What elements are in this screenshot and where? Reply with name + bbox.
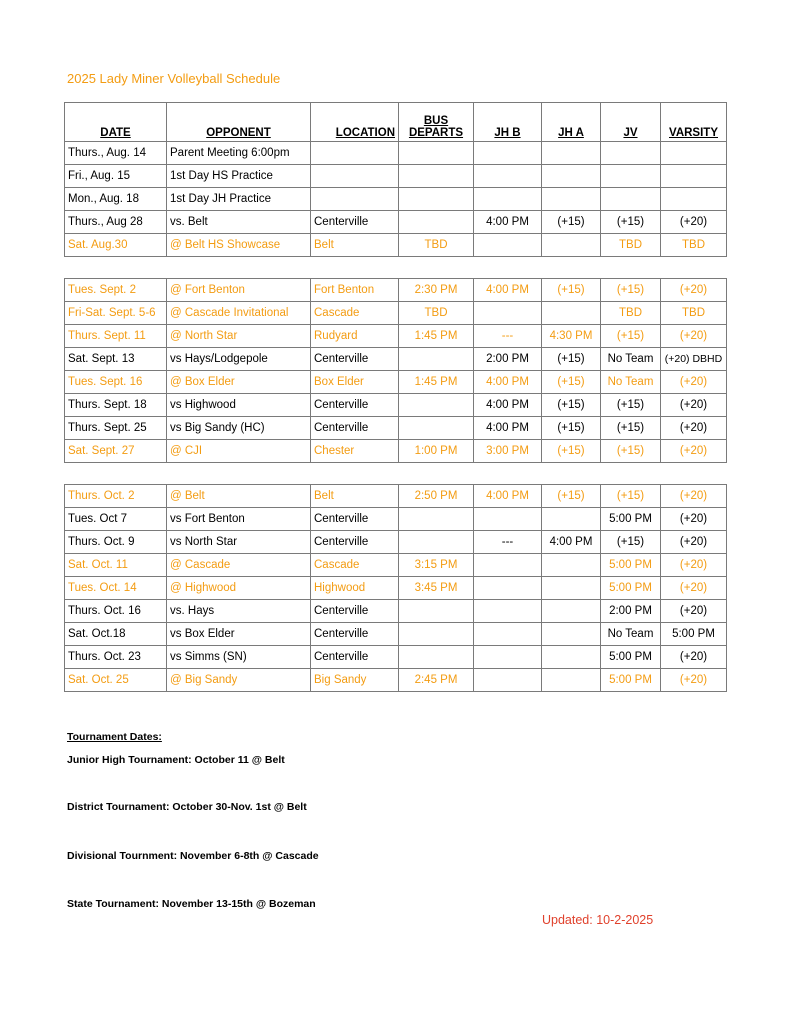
cell-jha	[542, 302, 601, 325]
cell-bus	[399, 348, 474, 371]
cell-bus: 2:30 PM	[399, 279, 474, 302]
cell-jha	[542, 554, 601, 577]
cell-varsity: 5:00 PM	[661, 623, 727, 646]
cell-jv: 5:00 PM	[601, 646, 661, 669]
cell-varsity: (+20)	[661, 669, 727, 692]
header-jha: JH A	[542, 103, 601, 142]
cell-jhb	[474, 554, 542, 577]
cell-location: Centerville	[311, 211, 399, 234]
table-row	[65, 142, 727, 165]
cell-opponent: Parent Meeting 6:00pm	[167, 142, 311, 165]
cell-varsity: (+20)	[661, 485, 727, 508]
cell-opponent: @ Belt HS Showcase	[167, 234, 311, 257]
tournament-district: District Tournament: October 30-Nov. 1st @ Belt	[67, 801, 307, 813]
cell-varsity: (+20)	[661, 417, 727, 440]
header-date: DATE	[65, 103, 167, 142]
cell-location: Belt	[311, 234, 399, 257]
cell-varsity: (+20)	[661, 531, 727, 554]
cell-jha	[542, 188, 601, 211]
cell-jhb: ---	[474, 531, 542, 554]
cell-jha: (+15)	[542, 371, 601, 394]
cell-bus	[399, 508, 474, 531]
cell-jhb: 4:00 PM	[474, 279, 542, 302]
cell-location: Centerville	[311, 348, 399, 371]
table-row	[65, 325, 727, 348]
cell-date: Tues. Oct 7	[65, 508, 167, 531]
cell-jv: No Team	[601, 623, 661, 646]
cell-bus: 1:45 PM	[399, 325, 474, 348]
table-row	[65, 165, 727, 188]
cell-opponent: vs. Belt	[167, 211, 311, 234]
cell-date: Thurs., Aug. 14	[65, 142, 167, 165]
cell-varsity	[661, 188, 727, 211]
cell-varsity	[661, 142, 727, 165]
cell-jhb	[474, 142, 542, 165]
table-row	[65, 417, 727, 440]
cell-date: Sat. Sept. 27	[65, 440, 167, 463]
cell-date: Thurs., Aug 28	[65, 211, 167, 234]
cell-bus	[399, 165, 474, 188]
cell-date: Mon., Aug. 18	[65, 188, 167, 211]
cell-location: Rudyard	[311, 325, 399, 348]
cell-jha	[542, 142, 601, 165]
cell-jhb	[474, 302, 542, 325]
table-row	[65, 211, 727, 234]
cell-bus	[399, 646, 474, 669]
cell-bus: 1:00 PM	[399, 440, 474, 463]
tournament-divisional: Divisional Tournment: November 6-8th @ Cascade	[67, 850, 319, 862]
cell-opponent: @ Highwood	[167, 577, 311, 600]
cell-location	[311, 165, 399, 188]
table-row	[65, 669, 727, 692]
table-row	[65, 508, 727, 531]
cell-date: Thurs. Sept. 11	[65, 325, 167, 348]
cell-location: Chester	[311, 440, 399, 463]
cell-jv: 5:00 PM	[601, 669, 661, 692]
cell-jha: 4:00 PM	[542, 531, 601, 554]
cell-jhb	[474, 165, 542, 188]
table-row	[65, 440, 727, 463]
cell-jhb	[474, 188, 542, 211]
cell-date: Tues. Oct. 14	[65, 577, 167, 600]
cell-jv: (+15)	[601, 211, 661, 234]
cell-opponent: @ CJI	[167, 440, 311, 463]
table-row	[65, 600, 727, 623]
cell-jha: (+15)	[542, 417, 601, 440]
cell-date: Thurs. Oct. 9	[65, 531, 167, 554]
cell-varsity: TBD	[661, 302, 727, 325]
cell-bus	[399, 600, 474, 623]
cell-jha	[542, 234, 601, 257]
table-row	[65, 302, 727, 325]
table-row	[65, 485, 727, 508]
cell-date: Sat. Oct. 25	[65, 669, 167, 692]
cell-location: Cascade	[311, 554, 399, 577]
cell-jv: 5:00 PM	[601, 577, 661, 600]
header-jhb: JH B	[474, 103, 542, 142]
cell-opponent: @ Box Elder	[167, 371, 311, 394]
cell-opponent: @ Belt	[167, 485, 311, 508]
cell-jv: 5:00 PM	[601, 554, 661, 577]
cell-jha	[542, 600, 601, 623]
cell-varsity: (+20)	[661, 508, 727, 531]
cell-jha: 4:30 PM	[542, 325, 601, 348]
cell-jhb: ---	[474, 325, 542, 348]
cell-jha	[542, 165, 601, 188]
cell-opponent: 1st Day JH Practice	[167, 188, 311, 211]
table-row	[65, 623, 727, 646]
cell-date: Sat. Aug.30	[65, 234, 167, 257]
cell-date: Tues. Sept. 2	[65, 279, 167, 302]
cell-opponent: vs Highwood	[167, 394, 311, 417]
cell-opponent: vs Simms (SN)	[167, 646, 311, 669]
cell-varsity	[661, 165, 727, 188]
cell-jhb	[474, 646, 542, 669]
cell-bus: 2:50 PM	[399, 485, 474, 508]
cell-jha	[542, 577, 601, 600]
table-row	[65, 394, 727, 417]
table-row	[65, 371, 727, 394]
cell-jhb	[474, 577, 542, 600]
cell-jhb: 2:00 PM	[474, 348, 542, 371]
cell-opponent: vs North Star	[167, 531, 311, 554]
cell-bus: TBD	[399, 234, 474, 257]
cell-varsity: (+20)	[661, 211, 727, 234]
cell-bus	[399, 142, 474, 165]
tournament-state: State Tournament: November 13-15th @ Bozeman	[67, 898, 316, 910]
cell-jv: (+15)	[601, 440, 661, 463]
cell-bus	[399, 188, 474, 211]
cell-opponent: vs Box Elder	[167, 623, 311, 646]
cell-jha	[542, 623, 601, 646]
cell-opponent: @ North Star	[167, 325, 311, 348]
cell-location: Centerville	[311, 508, 399, 531]
cell-jha: (+15)	[542, 348, 601, 371]
cell-varsity: (+20)	[661, 554, 727, 577]
cell-location	[311, 142, 399, 165]
cell-jv: (+15)	[601, 279, 661, 302]
tournament-heading: Tournament Dates:	[67, 731, 162, 743]
cell-opponent: @ Big Sandy	[167, 669, 311, 692]
cell-jha: (+15)	[542, 485, 601, 508]
cell-date: Fri., Aug. 15	[65, 165, 167, 188]
cell-jv: TBD	[601, 234, 661, 257]
cell-date: Sat. Oct.18	[65, 623, 167, 646]
cell-date: Tues. Sept. 16	[65, 371, 167, 394]
cell-jhb	[474, 669, 542, 692]
cell-jhb	[474, 508, 542, 531]
cell-location: Centerville	[311, 646, 399, 669]
cell-jhb	[474, 623, 542, 646]
cell-opponent: 1st Day HS Practice	[167, 165, 311, 188]
cell-location: Fort Benton	[311, 279, 399, 302]
cell-bus	[399, 531, 474, 554]
table-row	[65, 646, 727, 669]
cell-date: Thurs. Oct. 2	[65, 485, 167, 508]
schedule-body	[65, 142, 727, 692]
cell-opponent: vs. Hays	[167, 600, 311, 623]
cell-jha: (+15)	[542, 394, 601, 417]
cell-bus: 3:45 PM	[399, 577, 474, 600]
cell-opponent: @ Cascade Invitational	[167, 302, 311, 325]
cell-location: Centerville	[311, 394, 399, 417]
cell-bus: TBD	[399, 302, 474, 325]
cell-varsity: (+20) DBHD	[661, 348, 727, 371]
cell-date: Thurs. Oct. 16	[65, 600, 167, 623]
header-location: LOCATION	[311, 103, 399, 142]
cell-varsity: (+20)	[661, 646, 727, 669]
cell-varsity: (+20)	[661, 371, 727, 394]
header-varsity: VARSITY	[661, 103, 727, 142]
cell-jv	[601, 188, 661, 211]
header-bus-line1: BUS	[423, 115, 449, 127]
header-opponent: OPPONENT	[167, 103, 311, 142]
table-row	[65, 348, 727, 371]
table-row	[65, 188, 727, 211]
header-bus-line2: DEPARTS	[408, 127, 464, 139]
cell-jha	[542, 508, 601, 531]
cell-jv: (+15)	[601, 531, 661, 554]
cell-varsity: (+20)	[661, 325, 727, 348]
cell-jha	[542, 646, 601, 669]
cell-bus	[399, 211, 474, 234]
cell-jhb: 4:00 PM	[474, 417, 542, 440]
cell-jha: (+15)	[542, 440, 601, 463]
cell-jha: (+15)	[542, 279, 601, 302]
cell-opponent: vs Big Sandy (HC)	[167, 417, 311, 440]
cell-varsity: (+20)	[661, 577, 727, 600]
cell-jv: 2:00 PM	[601, 600, 661, 623]
section-spacer	[65, 463, 727, 485]
header-bus-departs	[399, 103, 474, 142]
cell-bus	[399, 417, 474, 440]
cell-location	[311, 188, 399, 211]
cell-location: Big Sandy	[311, 669, 399, 692]
cell-location: Cascade	[311, 302, 399, 325]
section-spacer	[65, 257, 727, 279]
cell-opponent: vs Fort Benton	[167, 508, 311, 531]
cell-varsity: (+20)	[661, 440, 727, 463]
cell-location: Centerville	[311, 531, 399, 554]
cell-jha	[542, 669, 601, 692]
table-row	[65, 577, 727, 600]
cell-jv: 5:00 PM	[601, 508, 661, 531]
cell-jhb: 4:00 PM	[474, 394, 542, 417]
header-jv: JV	[601, 103, 661, 142]
cell-jhb: 4:00 PM	[474, 211, 542, 234]
cell-location: Centerville	[311, 417, 399, 440]
cell-jv: No Team	[601, 348, 661, 371]
cell-bus	[399, 394, 474, 417]
cell-date: Fri-Sat. Sept. 5-6	[65, 302, 167, 325]
cell-opponent: vs Hays/Lodgepole	[167, 348, 311, 371]
cell-date: Thurs. Oct. 23	[65, 646, 167, 669]
cell-bus: 3:15 PM	[399, 554, 474, 577]
cell-location: Box Elder	[311, 371, 399, 394]
cell-jv	[601, 165, 661, 188]
cell-varsity: (+20)	[661, 600, 727, 623]
cell-opponent: @ Cascade	[167, 554, 311, 577]
cell-jv: (+15)	[601, 325, 661, 348]
cell-location: Centerville	[311, 623, 399, 646]
cell-location: Belt	[311, 485, 399, 508]
cell-location: Highwood	[311, 577, 399, 600]
updated-date: Updated: 10-2-2025	[542, 913, 654, 927]
cell-jhb: 4:00 PM	[474, 371, 542, 394]
cell-date: Sat. Oct. 11	[65, 554, 167, 577]
cell-jv: TBD	[601, 302, 661, 325]
table-row	[65, 234, 727, 257]
cell-jv	[601, 142, 661, 165]
header-row	[65, 103, 727, 142]
cell-date: Thurs. Sept. 18	[65, 394, 167, 417]
cell-bus: 2:45 PM	[399, 669, 474, 692]
schedule-table	[64, 102, 727, 692]
cell-date: Thurs. Sept. 25	[65, 417, 167, 440]
cell-jv: (+15)	[601, 394, 661, 417]
cell-varsity: (+20)	[661, 279, 727, 302]
cell-jhb: 4:00 PM	[474, 485, 542, 508]
cell-bus: 1:45 PM	[399, 371, 474, 394]
cell-bus	[399, 623, 474, 646]
cell-location: Centerville	[311, 600, 399, 623]
cell-varsity: (+20)	[661, 394, 727, 417]
cell-jhb	[474, 600, 542, 623]
cell-jv: (+15)	[601, 417, 661, 440]
cell-jv: (+15)	[601, 485, 661, 508]
table-row	[65, 554, 727, 577]
cell-jv: No Team	[601, 371, 661, 394]
cell-varsity: TBD	[661, 234, 727, 257]
tournament-jh: Junior High Tournament: October 11 @ Belt	[67, 754, 285, 766]
cell-jhb	[474, 234, 542, 257]
cell-date: Sat. Sept. 13	[65, 348, 167, 371]
cell-jha: (+15)	[542, 211, 601, 234]
cell-jhb: 3:00 PM	[474, 440, 542, 463]
cell-opponent: @ Fort Benton	[167, 279, 311, 302]
table-row	[65, 279, 727, 302]
schedule-title: 2025 Lady Miner Volleyball Schedule	[67, 71, 281, 86]
table-row	[65, 531, 727, 554]
